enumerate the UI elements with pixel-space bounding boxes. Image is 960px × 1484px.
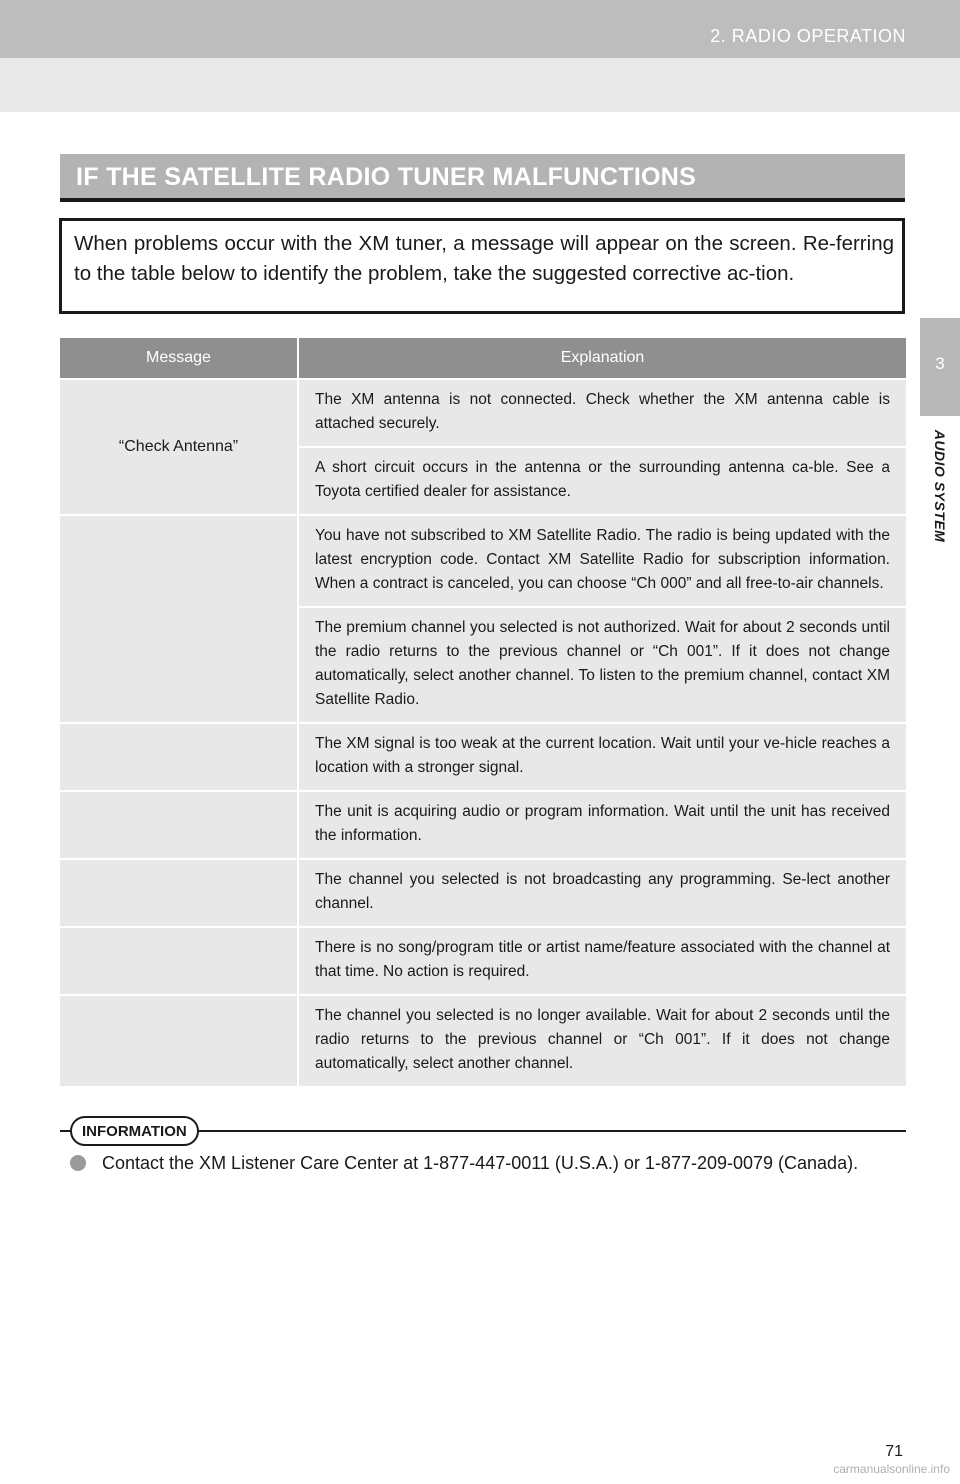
information-badge: INFORMATION xyxy=(70,1116,199,1146)
explanation-cell xyxy=(299,724,906,790)
message-cell xyxy=(60,996,299,1086)
section-heading-bar xyxy=(60,154,905,202)
chapter-header: 2. RADIO OPERATION xyxy=(710,26,906,46)
information-text: Contact the XM Listener Care Center at 1-877-447-0011 (U.S.A.) or 1-877-209-0079 (Canada). xyxy=(102,1153,859,1173)
table-row xyxy=(60,858,906,926)
table-row xyxy=(60,994,906,1086)
explanation-text: The channel you selected is no longer available. Wait for about 2 seconds until the radio returns to the previous channel or “Ch 001”. If it does not change automatically, select another channel. xyxy=(315,1007,890,1072)
table-row xyxy=(60,722,906,790)
explanation-cell xyxy=(299,380,906,514)
intro-box xyxy=(59,218,905,314)
table-row xyxy=(60,790,906,858)
watermark: carmanualsonline.info xyxy=(833,1462,950,1476)
bullet-icon xyxy=(70,1155,86,1171)
explanation-cell xyxy=(299,516,906,722)
message-cell xyxy=(60,724,299,790)
table-row xyxy=(60,926,906,994)
explanation-text: You have not subscribed to XM Satellite Radio. The radio is being updated with the latest encryption code. Contact XM Satellite Radio for subscription information. When a contract is canceled, you can choose “Ch 000” and all free-to-air channels. xyxy=(315,527,890,592)
table-header xyxy=(60,338,906,378)
explanation-text: The unit is acquiring audio or program information. Wait until the unit has received the information. xyxy=(315,803,890,844)
explanation-text: A short circuit occurs in the antenna or the surrounding antenna ca-ble. See a Toyota certified dealer for assistance. xyxy=(299,446,906,514)
table-row xyxy=(60,378,906,514)
message-cell xyxy=(60,928,299,994)
chapter-side-label-text: AUDIO SYSTEM xyxy=(932,429,948,543)
explanation-cell xyxy=(299,928,906,994)
message-cell xyxy=(60,516,299,722)
message-cell xyxy=(60,860,299,926)
intro-text: When problems occur with the XM tuner, a message will appear on the screen. Re-ferring to the table below to identify the problem, take the suggested corrective ac-tion. xyxy=(74,232,894,285)
explanation-text: The channel you selected is not broadcasting any programming. Se-lect another channel. xyxy=(315,871,890,912)
explanation-text: The XM signal is too weak at the current location. Wait until your ve-hicle reaches a location with a stronger signal. xyxy=(315,735,890,776)
explanation-cell xyxy=(299,860,906,926)
message-cell xyxy=(60,792,299,858)
chapter-tab xyxy=(920,318,960,416)
header-message: Message xyxy=(60,338,299,378)
section-title: IF THE SATELLITE RADIO TUNER MALFUNCTIONS xyxy=(76,163,697,191)
explanation-text: The premium channel you selected is not authorized. Wait for about 2 seconds until the radio returns to the previous channel or “Ch 001”. If it does not change automatically, select another channel. To listen to the premium channel, contact XM Satellite Radio. xyxy=(299,606,906,722)
message-cell: “Check Antenna” xyxy=(60,380,299,514)
explanation-text: The XM antenna is not connected. Check whether the XM antenna cable is attached securely. xyxy=(315,391,890,432)
chapter-number: 3 xyxy=(935,354,945,373)
table-row xyxy=(60,514,906,722)
page-number: 71 xyxy=(885,1443,903,1460)
header-explanation: Explanation xyxy=(560,349,645,366)
explanation-cell xyxy=(299,792,906,858)
malfunction-table xyxy=(60,338,906,1086)
explanation-text: There is no song/program title or artist name/feature associated with the channel at that time. No action is required. xyxy=(315,939,890,980)
explanation-cell xyxy=(299,996,906,1086)
